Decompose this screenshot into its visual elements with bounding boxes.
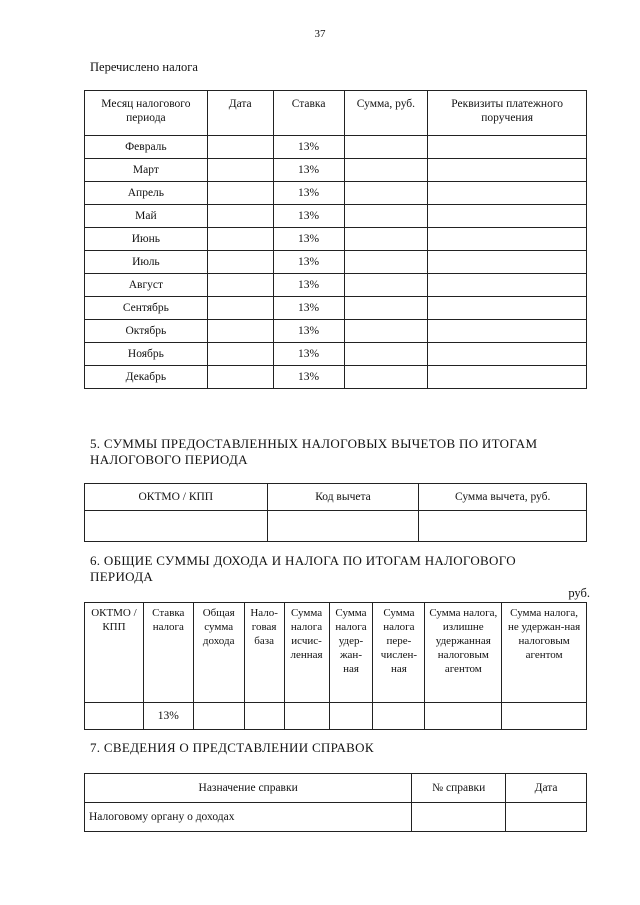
table-row [85,274,587,297]
cell-sum [344,251,428,274]
table-row [85,366,587,389]
col-header-tax-rate: Ставка налога [143,603,193,703]
cell-purpose: Налоговому органу о доходах [85,803,412,832]
table-row [85,320,587,343]
col-header-total-income: Общая сумма дохода [193,603,244,703]
cell-rate: 13% [273,251,344,274]
cell-tax-rate: 13% [143,703,193,730]
cell-date [207,159,273,182]
col-header-tax-transferred: Сумма налога пере-числен-ная [373,603,425,703]
section6-heading-line1: 6. ОБЩИЕ СУММЫ ДОХОДА И НАЛОГА ПО ИТОГАМ НАЛОГОВОГО [90,553,516,568]
cell-date [207,182,273,205]
col-header-rate: Ставка [273,91,344,136]
cell-month: Февраль [85,136,208,159]
cell-sum [344,366,428,389]
cell-date [207,136,273,159]
cell-month: Март [85,159,208,182]
table-row [85,182,587,205]
cell-date [207,366,273,389]
totals-table [84,602,587,730]
col-header-certificate-number: № справки [412,774,506,803]
cell-tax-excess-withheld [425,703,502,730]
col-header-tax-excess-withheld: Сумма налога, излишне удержанная налоговым агентом [425,603,502,703]
cell-rate: 13% [273,320,344,343]
cell-month: Ноябрь [85,343,208,366]
cell-sum [344,343,428,366]
cell-tax-not-withheld [502,703,587,730]
col-header-tax-calculated: Сумма налога исчис-ленная [284,603,329,703]
cell-sum [344,136,428,159]
cell-sum [344,159,428,182]
cell-sum [344,297,428,320]
table-header-row [85,91,587,136]
cell-payment-details [428,136,587,159]
cell-tax-calculated [284,703,329,730]
cell-payment-details [428,228,587,251]
cell-payment-details [428,297,587,320]
section7-heading: 7. СВЕДЕНИЯ О ПРЕДСТАВЛЕНИИ СПРАВОК [90,740,374,755]
cell-deduction-code [267,511,419,542]
col-header-deduction-code: Код вычета [267,484,419,511]
col-header-oktmo-kpp: ОКТМО / КПП [85,603,144,703]
col-header-tax-not-withheld: Сумма налога, не удержан-ная налоговым агентом [502,603,587,703]
cell-sum [344,320,428,343]
cell-rate: 13% [273,182,344,205]
col-header-sum: Сумма, руб. [344,91,428,136]
cell-date [207,251,273,274]
cell-sum [344,182,428,205]
cell-oktmo-kpp [85,703,144,730]
intro-text: Перечислено налога [90,60,198,74]
col-header-date: Дата [506,774,587,803]
cell-tax-base [244,703,284,730]
cell-date [207,205,273,228]
table-row [85,511,587,542]
table-header-row [85,603,587,703]
cell-date [207,228,273,251]
table-row [85,159,587,182]
cell-month: Декабрь [85,366,208,389]
cell-rate: 13% [273,228,344,251]
cell-payment-details [428,274,587,297]
table-row [85,703,587,730]
col-header-date: Дата [207,91,273,136]
cell-payment-details [428,343,587,366]
cell-rate: 13% [273,159,344,182]
cell-sum [344,274,428,297]
cell-rate: 13% [273,297,344,320]
section6-heading-line2: ПЕРИОДА [90,569,154,584]
cell-month: Сентябрь [85,297,208,320]
cell-rate: 13% [273,205,344,228]
cell-deduction-sum [419,511,587,542]
table-row [85,297,587,320]
cell-sum [344,205,428,228]
cell-tax-transferred [373,703,425,730]
col-header-tax-base: Нало-говая база [244,603,284,703]
cell-payment-details [428,205,587,228]
cell-oktmo-kpp [85,511,268,542]
col-header-purpose: Назначение справки [85,774,412,803]
cell-payment-details [428,251,587,274]
cell-payment-details [428,159,587,182]
col-header-month: Месяц налогового периода [85,91,208,136]
certificates-table [84,773,587,832]
col-header-tax-withheld: Сумма налога удер-жан-ная [329,603,373,703]
section6-heading [90,553,590,585]
section5-heading-line1: 5. СУММЫ ПРЕДОСТАВЛЕННЫХ НАЛОГОВЫХ ВЫЧЕТОВ ПО ИТОГАМ [90,436,538,451]
table-row [85,205,587,228]
cell-date [207,320,273,343]
cell-rate: 13% [273,136,344,159]
tax-transferred-table [84,90,587,389]
deductions-table [84,483,587,542]
col-header-deduction-sum: Сумма вычета, руб. [419,484,587,511]
currency-label: руб. [568,586,590,600]
section5-heading-line2: НАЛОГОВОГО ПЕРИОДА [90,452,248,467]
cell-month: Июнь [85,228,208,251]
col-header-oktmo-kpp: ОКТМО / КПП [85,484,268,511]
cell-month: Июль [85,251,208,274]
cell-payment-details [428,320,587,343]
cell-sum [344,228,428,251]
table-header-row [85,484,587,511]
cell-tax-withheld [329,703,373,730]
cell-month: Май [85,205,208,228]
table-row [85,228,587,251]
page-number: 37 [314,28,326,40]
cell-certificate-number [412,803,506,832]
table-header-row [85,774,587,803]
table-row [85,343,587,366]
cell-rate: 13% [273,343,344,366]
cell-payment-details [428,366,587,389]
cell-date [207,343,273,366]
cell-month: Октябрь [85,320,208,343]
table-row [85,251,587,274]
cell-date [207,274,273,297]
cell-rate: 13% [273,274,344,297]
cell-month: Апрель [85,182,208,205]
cell-payment-details [428,182,587,205]
cell-total-income [193,703,244,730]
col-header-payment-details: Реквизиты платежного поручения [428,91,587,136]
cell-date [207,297,273,320]
cell-rate: 13% [273,366,344,389]
cell-date [506,803,587,832]
section5-heading [90,436,590,468]
table-row [85,136,587,159]
cell-month: Август [85,274,208,297]
table-row [85,803,587,832]
